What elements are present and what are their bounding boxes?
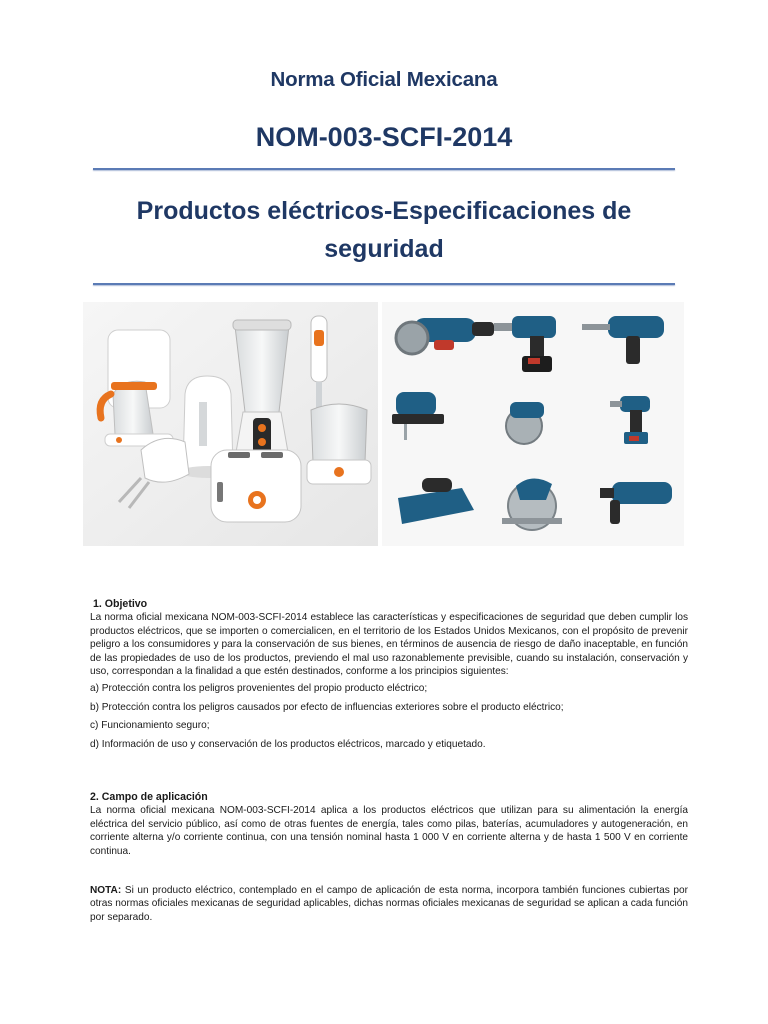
appliances-photo [83,302,378,546]
appliances-illustration [83,302,378,546]
title-divider-bottom [93,283,675,285]
standard-code-title: NOM-003-SCFI-2014 [255,122,513,152]
objetivo-item-c: c) Funcionamiento seguro; [90,720,210,732]
power-tools-photo [382,302,684,546]
document-supertitle: Norma Oficial Mexicana [270,68,498,91]
section-heading-objetivo: 1. Objetivo [93,598,148,610]
food-processor-image [307,404,371,484]
toaster-image [211,450,301,522]
document-subtitle [0,192,768,268]
campo-paragraph: La norma oficial mexicana NOM-003-SCFI-2014 aplica a los productos eléctricos que utilizan para su alimentación la energía eléctrica del servicio público, así como de otras fuentes de energía, tales como pilas, baterías, acumuladores y autogeneración, en corriente alterna y/o corriente continua, con una tensión nominal hasta 1 000 V en corriente alterna y de hasta 1 500 V en corriente continua. [90,805,688,857]
tile-cutter-image [506,402,544,444]
nota-block [90,884,688,924]
subtitle-line-1: Productos eléctricos-Especificaciones de [136,197,632,225]
section-campo-aplicacion [90,791,688,858]
power-tools-illustration [382,302,684,546]
nota-label: NOTA: [90,885,122,896]
title-divider-top [93,168,675,170]
section-heading-campo: 2. Campo de aplicación [90,791,208,803]
nota-paragraph [90,884,688,924]
objetivo-item-d: d) Información de uso y conservación de los productos eléctricos, marcado y etiquetado. [90,738,486,750]
subtitle-line-2: seguridad [324,235,444,263]
objetivo-item-b: b) Protección contra los peligros causados por efecto de influencias exteriores sobre el producto eléctrico; [90,701,564,713]
section-objetivo [90,598,688,751]
nota-text: Si un producto eléctrico, contemplado en el campo de aplicación de esta norma, incorpora también funciones cubiertas por otras normas oficiales mexicanas de seguridad aplicables, dichas normas oficiales mexicanas de seguridad se aplican a cada función por separado. [90,885,688,923]
objetivo-item-a: a) Protección contra los peligros provenientes del propio producto eléctrico; [90,683,428,695]
objetivo-paragraph: La norma oficial mexicana NOM-003-SCFI-2014 establece las características y especificaciones de seguridad que deben cumplir los productos eléctricos, que se importen o comercialicen, en el territorio de los Estados Unidos Mexicanos, con el propósito de prevenir peligro a los consumidores y para la conservación de sus bienes, en términos de ausencia de riesgo de daño inaceptable, en función de las propiedades de uso de los productos, previendo el mal uso razonablemente previsible, cuando su instalación, conservación y uso, correspondan a la finalidad a que estén destinados, conforme a los principios siguientes: [90,612,688,678]
